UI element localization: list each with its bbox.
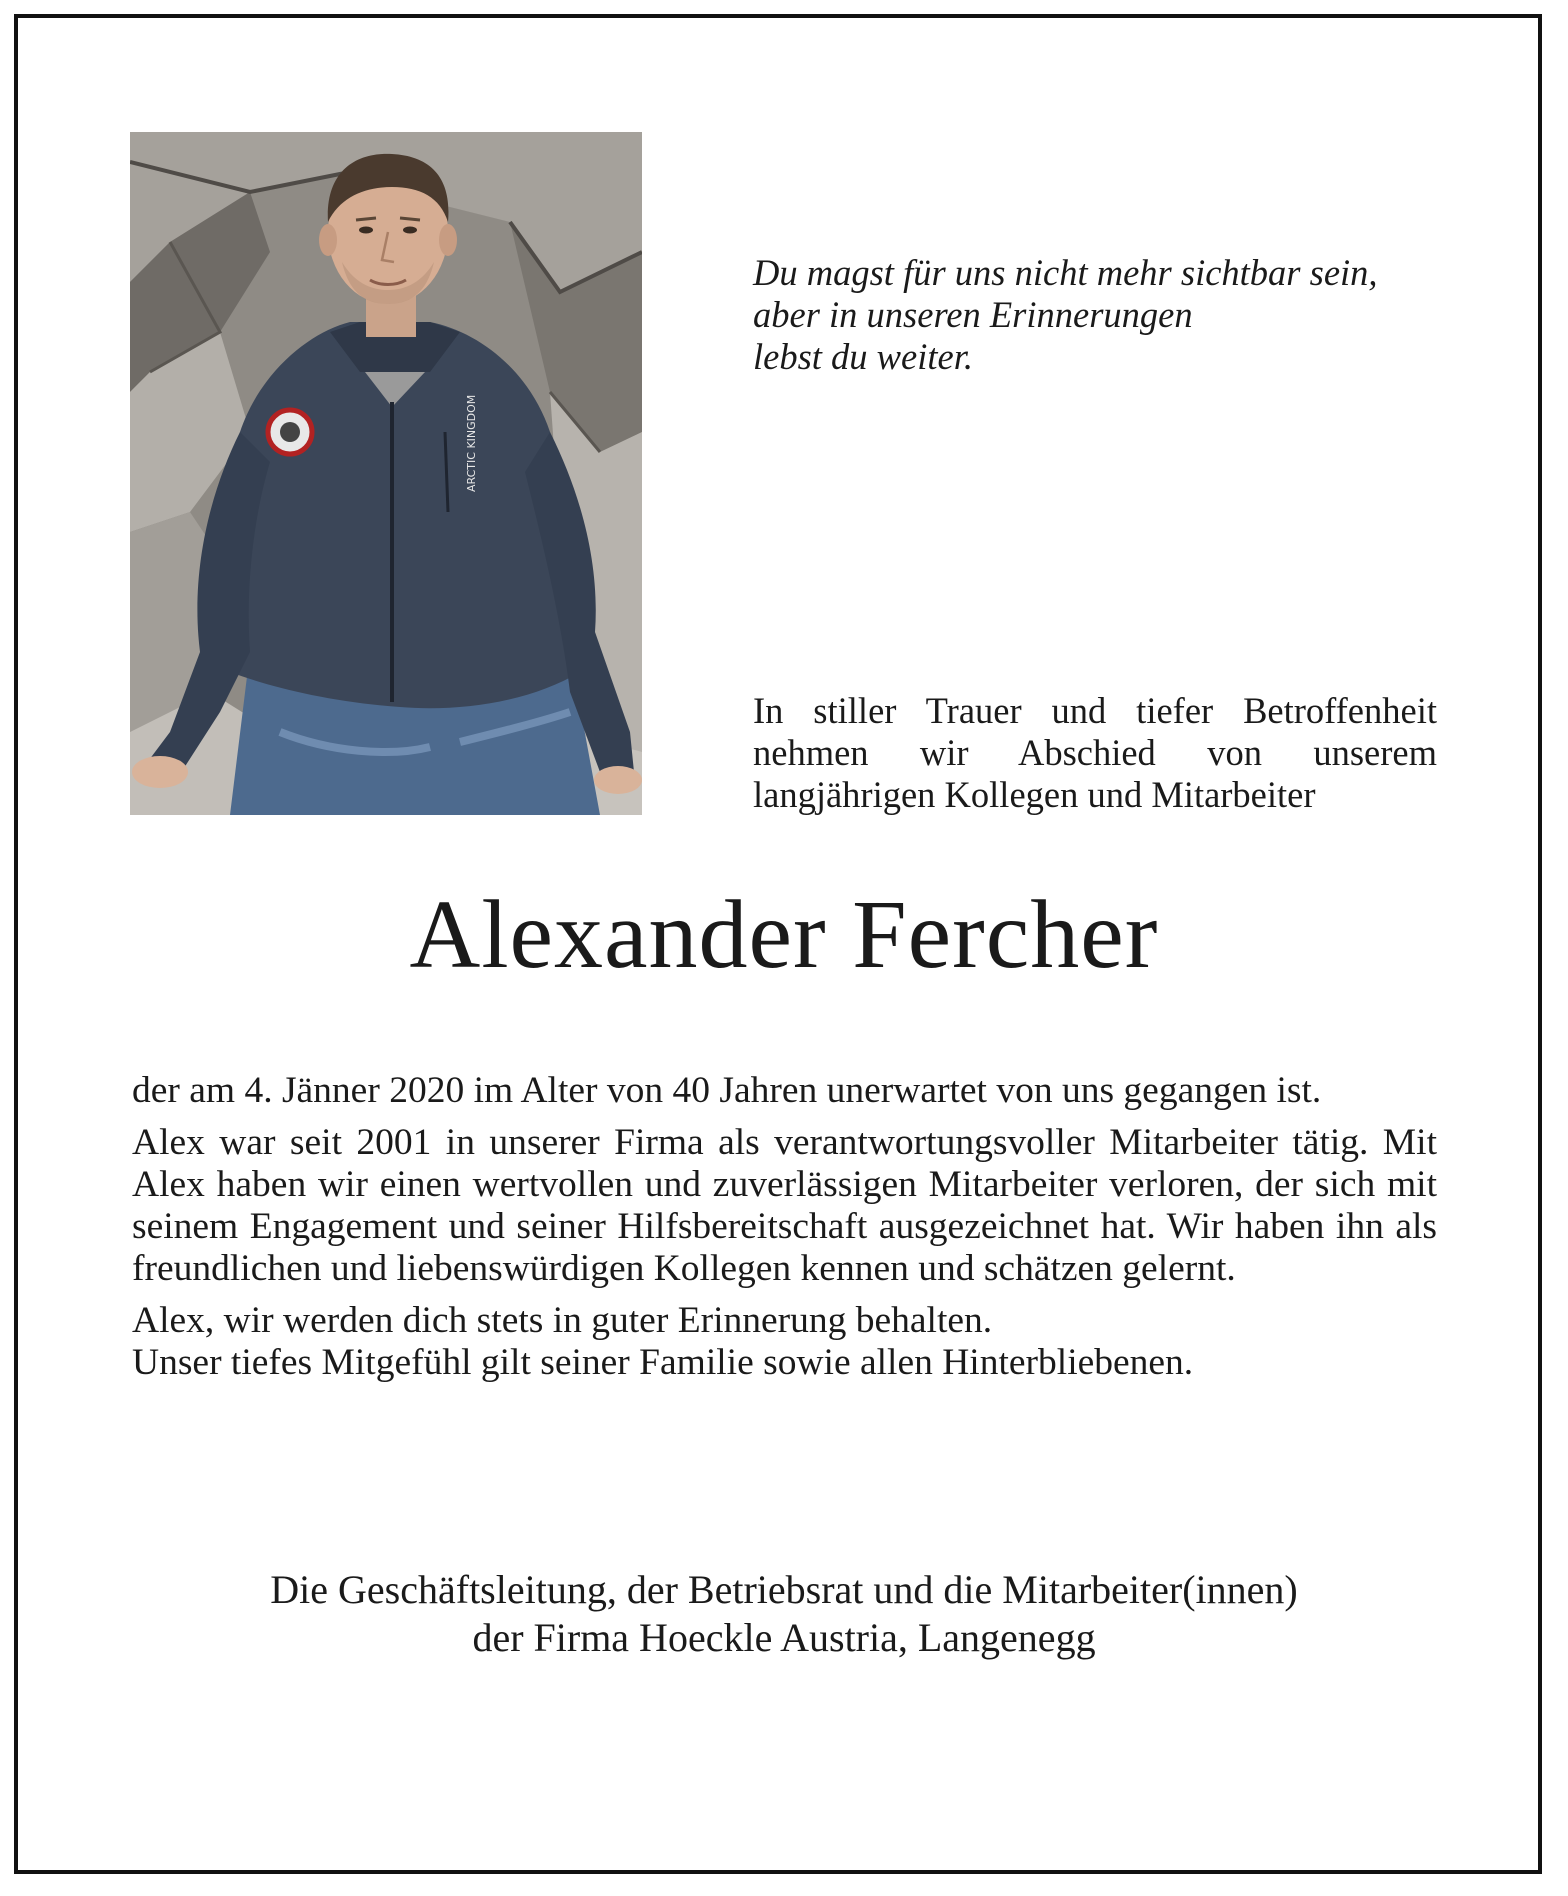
closing-line-1: Alex, wir werden dich stets in guter Erinnerung behalten.	[132, 1300, 993, 1341]
jacket-print: ARCTIC KINGDOM	[465, 394, 478, 492]
portrait-photo	[130, 132, 642, 815]
quote-line: aber in unseren Erinnerungen	[753, 294, 1193, 335]
quote-line: lebst du weiter.	[753, 336, 973, 377]
death-details: der am 4. Jänner 2020 im Alter von 40 Jahren unerwartet von uns gegangen ist.	[132, 1070, 1322, 1111]
signature-block	[0, 1566, 1568, 1662]
intro-text: In stiller Trauer und tiefer Betroffenheit nehmen wir Abschied von unserem langjährigen Kollegen und Mitarbeiter	[753, 690, 1437, 815]
closing-paragraph	[132, 1300, 1437, 1384]
signature-line-1: Die Geschäftsleitung, der Betriebsrat und die Mitarbeiter(innen)	[270, 1567, 1298, 1612]
closing-line-2: Unser tiefes Mitgefühl gilt seiner Familie sowie allen Hinterbliebenen.	[132, 1342, 1194, 1383]
memorial-quote	[753, 252, 1453, 378]
quote-line: Du magst für uns nicht mehr sichtbar sein,	[753, 252, 1378, 293]
signature-line-2: der Firma Hoeckle Austria, Langenegg	[472, 1615, 1096, 1660]
deceased-name: Alexander Fercher	[409, 881, 1159, 989]
obituary-body	[132, 1070, 1437, 1394]
tribute-paragraph: Alex war seit 2001 in unserer Firma als verantwortungsvoller Mitarbeiter tätig. Mit Alex haben wir einen wertvollen und zuverlässigen Mitarbeiter verloren, der sich mit seinem Engagement und seiner Hilfsbereitschaft ausgezeichnet hat. Wir haben ihn als freundlichen und liebenswürdigen Kollegen kennen und schätzen gelernt.	[132, 1122, 1437, 1289]
